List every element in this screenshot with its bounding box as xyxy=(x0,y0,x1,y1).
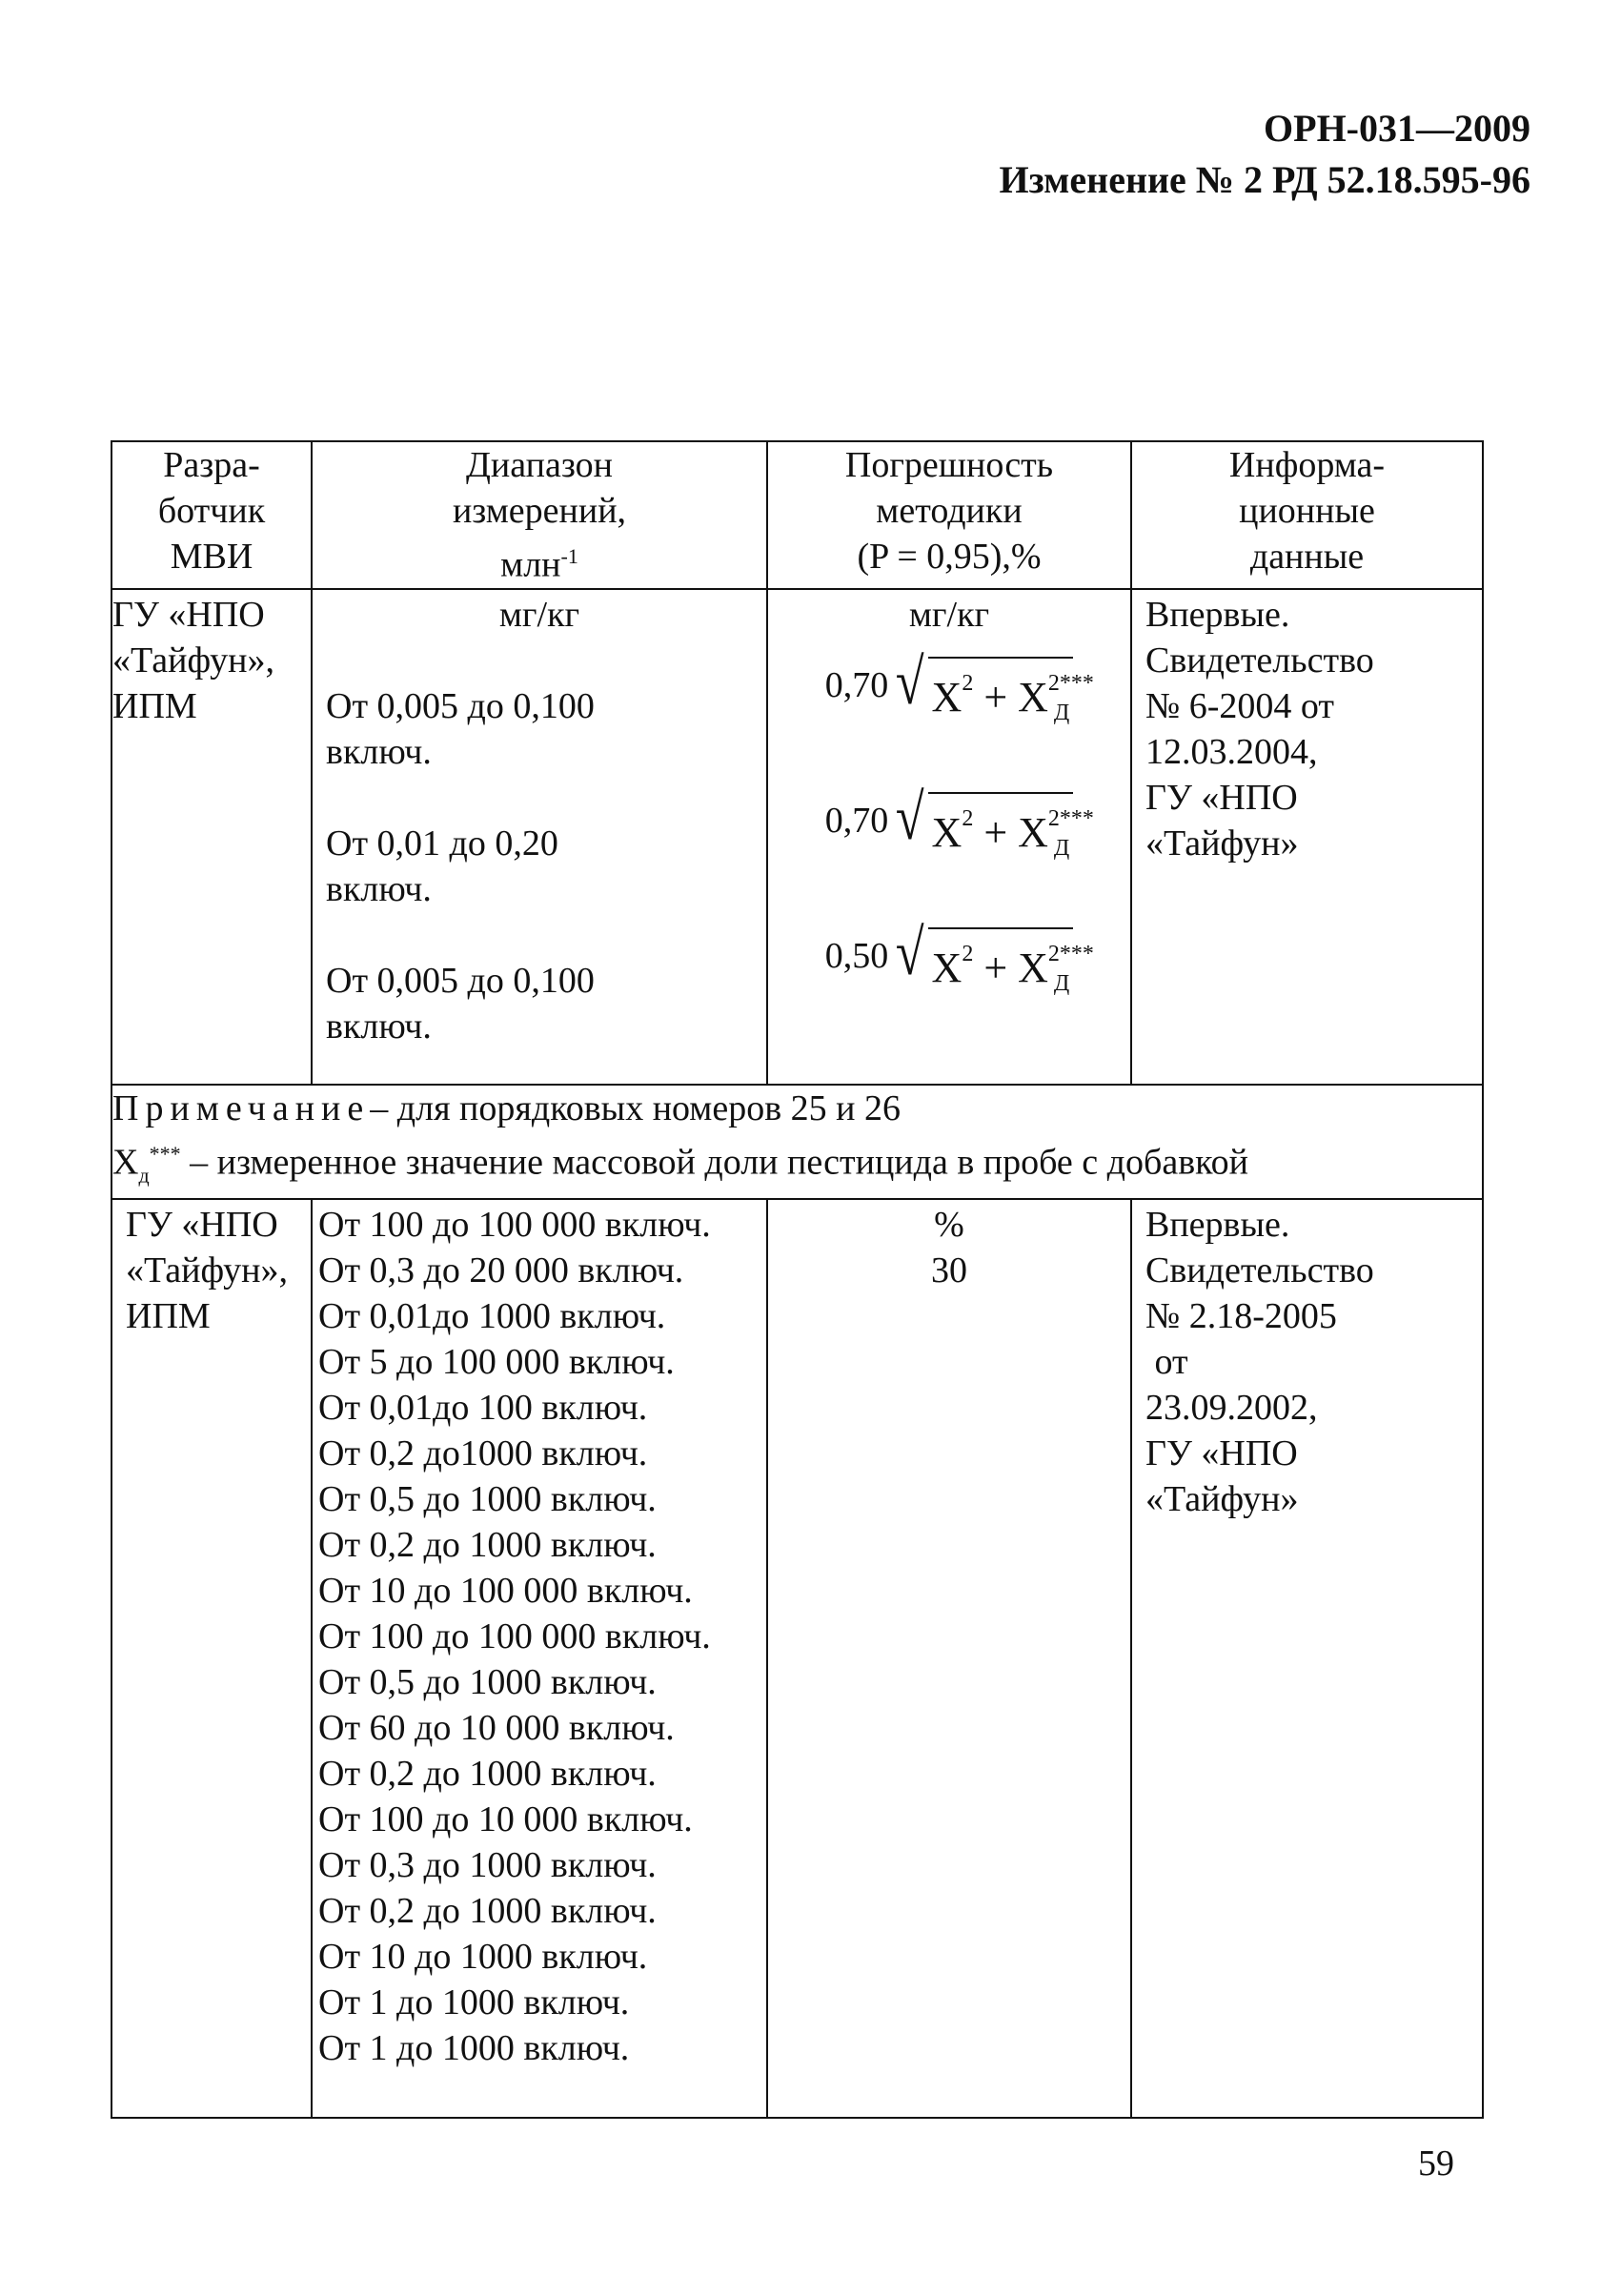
table-row xyxy=(111,589,1483,1085)
error-formula: 0,70 √ $X^2 + X^{2***}_Д$ xyxy=(768,779,1130,870)
sqrt-icon: √ xyxy=(895,915,924,988)
row1-error-unit: мг/кг xyxy=(908,594,990,635)
row1-ranges xyxy=(312,589,767,1085)
list-item: От 0,3 до 1000 включ. xyxy=(318,1844,657,1885)
list-item: От 0,2 до 1000 включ. xyxy=(318,1524,657,1565)
error-formula: 0,50 √ $X^2 + X^{2***}_Д$ xyxy=(768,914,1130,1006)
table-row xyxy=(111,1199,1483,2118)
row1-error xyxy=(767,589,1131,1085)
document-code: ОРН-031—2009 xyxy=(1264,107,1530,150)
table-note: Примечание– для порядковых номеров 25 и 26 $X_д^{***}$ – измеренное значение массовой доли пестицида в пробе с добавкой xyxy=(111,1085,1483,1199)
table-header-row xyxy=(111,441,1483,589)
header-range: Диапазон измерений, млн$^{-1}$ xyxy=(312,441,767,589)
list-item: От 0,2 до 1000 включ. xyxy=(318,1753,657,1794)
list-item: От 0,5 до 1000 включ. xyxy=(318,1661,657,1702)
list-item: От 10 до 1000 включ. xyxy=(318,1936,648,1977)
list-item: От 0,5 до 1000 включ. xyxy=(318,1478,657,1519)
range-item: От 0,005 до 0,100 включ. xyxy=(326,960,595,1046)
list-item: От 0,01до 100 включ. xyxy=(318,1387,648,1428)
range-item: От 0,005 до 0,100 включ. xyxy=(326,685,595,772)
table-note-row xyxy=(111,1085,1483,1199)
list-item: От 0,01до 1000 включ. xyxy=(318,1295,666,1336)
list-item: От 0,2 до1000 включ. xyxy=(318,1432,648,1473)
list-item: От 0,3 до 20 000 включ. xyxy=(318,1250,684,1290)
list-item: От 0,2 до 1000 включ. xyxy=(318,1890,657,1931)
header-range-sup: -1 xyxy=(560,544,578,568)
document-header xyxy=(1000,103,1530,206)
sqrt-icon: √ xyxy=(895,644,924,718)
row2-developer: ГУ «НПО «Тайфун», ИПМ xyxy=(111,1199,312,2118)
list-item: От 100 до 100 000 включ. xyxy=(318,1204,711,1245)
list-item: От 1 до 1000 включ. xyxy=(318,2027,630,2068)
range-list xyxy=(318,1202,766,2071)
list-item: От 100 до 100 000 включ. xyxy=(318,1615,711,1656)
header-info: Информа- ционные данные xyxy=(1131,441,1483,589)
sqrt-icon: √ xyxy=(895,780,924,853)
header-error: Погрешность методики (P = 0,95),% xyxy=(767,441,1131,589)
list-item: От 5 до 100 000 включ. xyxy=(318,1341,675,1382)
list-item: От 60 до 10 000 включ. xyxy=(318,1707,675,1748)
row1-range-unit: мг/кг xyxy=(498,594,580,635)
list-item: От 1 до 1000 включ. xyxy=(318,1981,630,2022)
row2-ranges xyxy=(312,1199,767,2118)
list-item: От 10 до 100 000 включ. xyxy=(318,1570,693,1611)
header-developer: Разра- ботчик МВИ xyxy=(111,441,312,589)
methods-table xyxy=(111,440,1484,2119)
note-label: Примечание xyxy=(112,1087,371,1128)
list-item: От 100 до 10 000 включ. xyxy=(318,1798,693,1839)
row2-error: % 30 xyxy=(767,1199,1131,2118)
range-item: От 0,01 до 0,20 включ. xyxy=(326,823,558,909)
row1-developer: ГУ «НПО «Тайфун», ИПМ xyxy=(111,589,312,1085)
page-number: 59 xyxy=(1418,2144,1454,2184)
amendment-title: Изменение № 2 РД 52.18.595-96 xyxy=(999,158,1530,201)
error-formula: 0,70 √ $X^2 + X^{2***}_Д$ xyxy=(768,643,1130,735)
row2-info: Впервые. Свидетельство № 2.18-2005 от 23.09.2002, ГУ «НПО «Тайфун» xyxy=(1131,1199,1483,2118)
row1-info: Впервые. Свидетельство № 6-2004 от 12.03.2004, ГУ «НПО «Тайфун» xyxy=(1131,589,1483,1085)
